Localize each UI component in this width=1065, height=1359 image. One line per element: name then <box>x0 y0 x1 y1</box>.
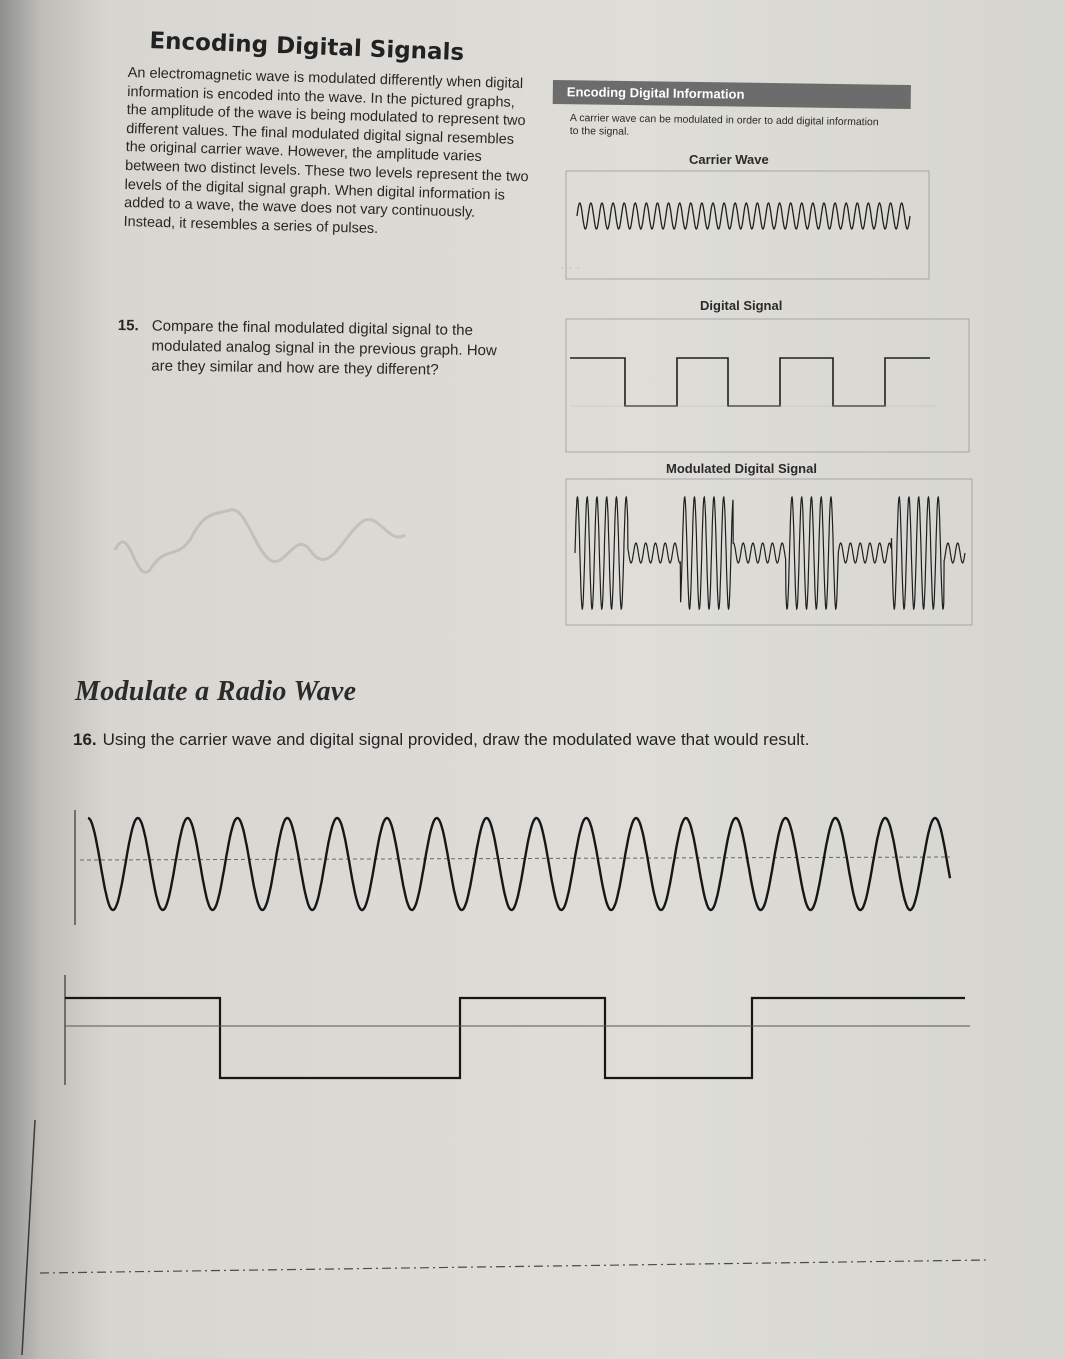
question-15-text: Compare the final modulated digital signal to the modulated analog signal in the previous graph. How are they similar and how are they different? <box>151 317 497 379</box>
modulated-signal-title: Modulated Digital Signal <box>666 461 817 476</box>
digital-signal-title: Digital Signal <box>700 298 783 313</box>
carrier-wave-graph <box>565 170 930 280</box>
intro-paragraph: An electromagnetic wave is modulated differently when digital information is encoded into the wave. In the pictured graphs, the amplitude of the wave is being modulated to represent two different values. The final modulated digital signal resembles the original carrier wave. However, the amplitude varies between two distinct levels. These two levels represent the two levels of the digital signal graph. When digital information is added to a wave, the wave does not vary continuously. Instead, it resembles a series of pulses. <box>123 64 529 237</box>
question-16-digital-signal <box>20 970 980 1090</box>
panel-description: A carrier wave can be modulated in order to add digital information to the signal. <box>569 112 879 138</box>
bleedthrough-text: · · · <box>560 260 581 275</box>
modulated-signal-line <box>575 497 965 609</box>
digital-signal-frame <box>566 319 969 452</box>
carrier-large-midline <box>80 857 950 860</box>
carrier-large-wave <box>88 818 950 910</box>
panel-header: Encoding Digital Information <box>553 80 911 109</box>
answer-area-axis <box>22 1120 35 1355</box>
digital-signal-line <box>570 358 930 406</box>
question-16-number: 16. <box>73 730 97 749</box>
question-16-carrier-wave <box>70 800 970 930</box>
digital-signal-graph <box>565 318 970 453</box>
answer-drawing-area[interactable] <box>0 1100 1065 1359</box>
page-title: Encoding Digital Signals <box>149 28 465 67</box>
digital-large-line <box>65 998 965 1078</box>
carrier-wave-title: Carrier Wave <box>689 152 769 167</box>
question-15-number: 15. <box>117 316 139 335</box>
answer-area-baseline <box>40 1260 990 1273</box>
carrier-wave-line <box>577 203 910 229</box>
bleedthrough-analog-wave <box>95 490 435 600</box>
question-16-text: Using the carrier wave and digital signal provided, draw the modulated wave that would result. <box>102 730 810 749</box>
question-16 <box>73 724 853 755</box>
question-15 <box>117 316 518 382</box>
modulated-digital-signal-graph <box>565 478 973 626</box>
section-title: Modulate a Radio Wave <box>75 676 357 707</box>
